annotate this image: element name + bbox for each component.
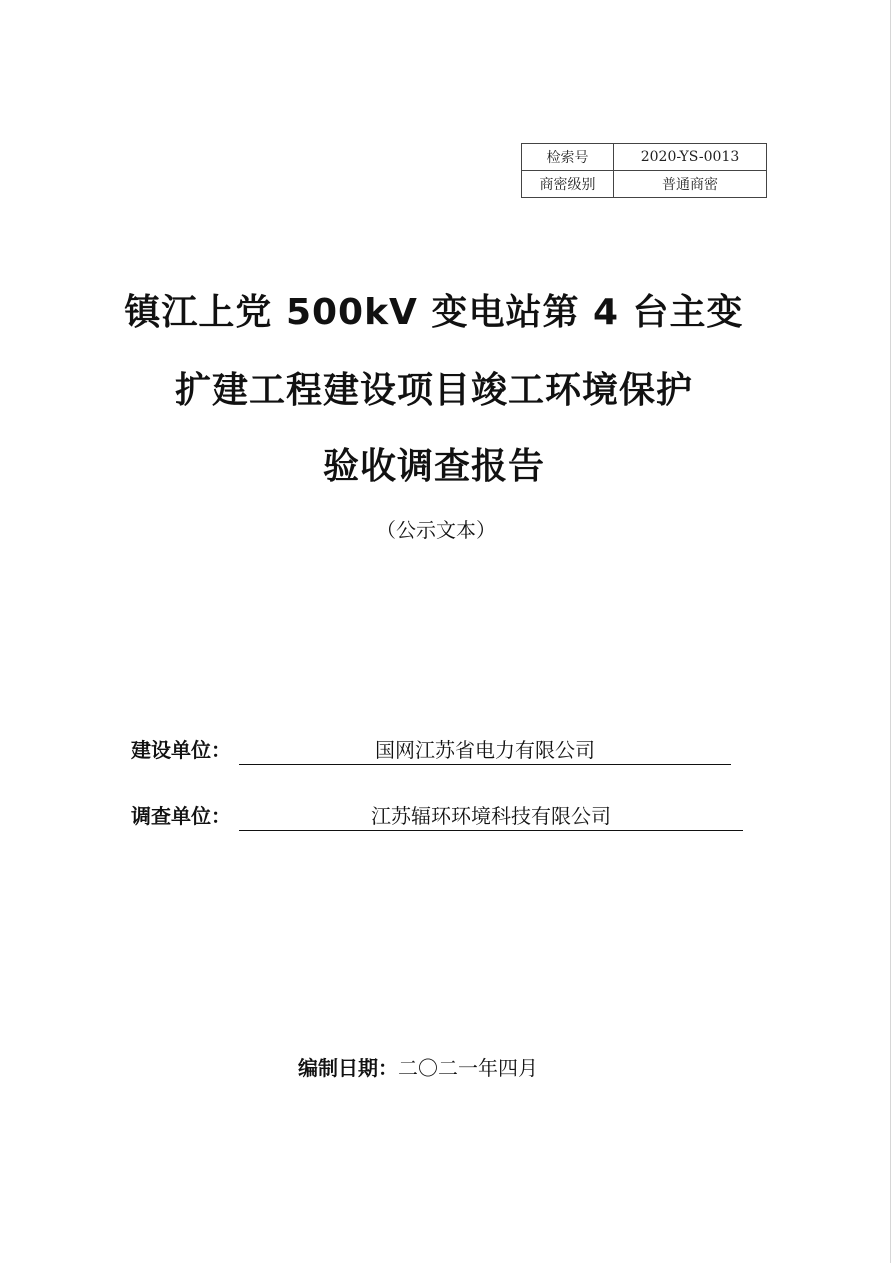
meta-table	[521, 143, 767, 198]
compile-date-value: 二〇二一年四月	[398, 1056, 538, 1080]
report-title-line-2: 扩建工程建设项目竣工环境保护	[174, 370, 693, 411]
index-number-label: 检索号	[522, 144, 614, 171]
report-subtitle: （公示文本）	[376, 518, 496, 542]
compile-date-label: 编制日期：	[298, 1056, 398, 1080]
meta-row-secrecy	[522, 171, 767, 198]
index-number-value: 2020-YS-0013	[614, 144, 767, 171]
construction-unit-row	[131, 735, 731, 765]
construction-unit-value: 国网江苏省电力有限公司	[239, 736, 731, 765]
report-title-line-1: 镇江上党 500kV 变电站第 4 台主变	[124, 292, 744, 333]
secrecy-level-value: 普通商密	[614, 171, 767, 198]
survey-unit-row	[131, 801, 743, 831]
compile-date-row	[298, 1053, 538, 1083]
survey-unit-value: 江苏辐环环境科技有限公司	[239, 802, 743, 831]
page-edge	[890, 0, 891, 1263]
report-title-line-3: 验收调查报告	[322, 446, 545, 487]
construction-unit-label: 建设单位：	[131, 738, 231, 762]
meta-row-index	[522, 144, 767, 171]
secrecy-level-label: 商密级别	[522, 171, 614, 198]
survey-unit-label: 调查单位：	[131, 804, 231, 828]
